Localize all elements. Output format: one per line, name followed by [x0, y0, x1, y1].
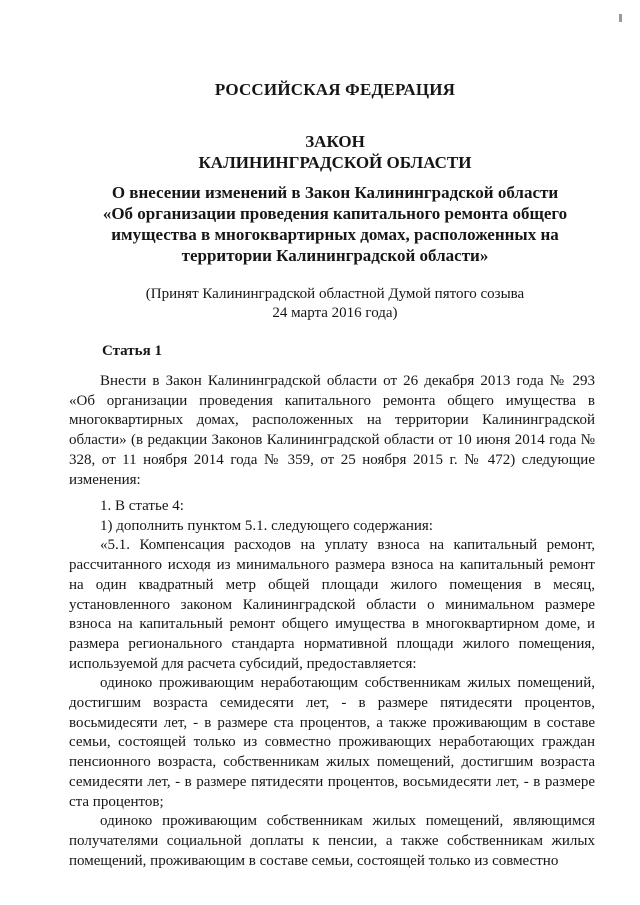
subject-line: О внесении изменений в Закон Калининградской области: [111, 183, 559, 202]
law-region-line: КАЛИНИНГРАДСКОЙ ОБЛАСТИ: [198, 153, 472, 172]
article-items: [69, 497, 595, 871]
article-intro: [69, 372, 595, 490]
law-title: [60, 131, 610, 173]
subject-line: территории Калининградской области»: [181, 246, 489, 265]
law-subject: [60, 182, 610, 266]
adoption-note: [60, 285, 610, 323]
scan-artifact: [619, 14, 622, 22]
article-heading: Статья 1: [102, 343, 162, 359]
item-1-subitem-1: 1) дополнить пунктом 5.1. следующего содержания:: [100, 517, 433, 534]
clause-pension-recipients-paragraph: одиноко проживающим собственникам жилых помещений, являющимся получателями социальной доплаты к пенсии, а также собственникам жилых помещений, проживающим в составе семьи, состоящей только из совместно: [69, 813, 595, 869]
subject-line: «Об организации проведения капитального ремонта общего: [102, 204, 568, 223]
subject-line: имущества в многоквартирных домах, расположенных на: [111, 225, 559, 244]
adoption-line: (Принят Калининградской областной Думой пятого созыва: [145, 286, 525, 302]
item-1: 1. В статье 4:: [100, 498, 184, 514]
adoption-date-line: 24 марта 2016 года): [272, 305, 398, 321]
country-title: РОССИЙСКАЯ ФЕДЕРАЦИЯ: [214, 80, 456, 99]
intro-paragraph: Внести в Закон Калининградской области от 26 декабря 2013 года № 293 «Об организации проведения капитального ремонта общего имущества в многоквартирных домах, расположенных на территории Калининградской области» (в редакции Законов Калининградской области от 10 июня 2014 года № 328, от 11 ноября 2014 года № 359, от 25 ноября 2015 г. № 472) следующие изменения:: [69, 373, 595, 488]
clause-5-1-paragraph: «5.1. Компенсация расходов на уплату взноса на капитальный ремонт, рассчитанного исходя из минимального размера взноса на капитальный ремонт на один квадратный метр общей площади жилого помещения в месяц, установленного законом Калининградской области о минимальном размере взноса на капитальный ремонт общего имущества в многоквартирном доме, и размера регионального стандарта нормативной площади жилого помещения, используемой для расчета субсидий, предоставляется:: [69, 537, 595, 672]
law-title-line: ЗАКОН: [305, 132, 365, 151]
clause-alone-owners-paragraph: одиноко проживающим неработающим собственникам жилых помещений, достигшим возраста семидесяти лет, - в размере пятидесяти процентов, восьмидесяти лет, - в размере ста процентов, а также проживающим в составе семьи, состоящей только из совместно проживающих неработающих граждан пенсионного возраста, собственникам жилых помещений, достигшим возраста семидесяти лет, - в размере пятидесяти процентов, восьмидесяти лет, - в размере ста процентов;: [69, 675, 595, 810]
